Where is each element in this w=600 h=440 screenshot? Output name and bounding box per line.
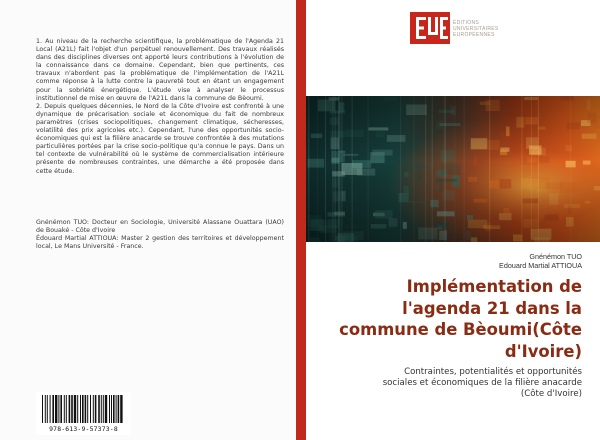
publisher-logo bbox=[410, 12, 530, 52]
publisher-name bbox=[453, 20, 499, 38]
book-title bbox=[312, 276, 582, 362]
barcode-bars bbox=[40, 395, 127, 423]
author-bio-1: Gnénémon TUO: Docteur en Sociologie, Université Alassane Ouattara (UAO) de Bouaké - Côte d'Ivoire bbox=[36, 219, 284, 235]
book-title-line-1: Implémentation de bbox=[406, 277, 582, 296]
publisher-name-line-3: EUROPÉENNES bbox=[453, 32, 495, 38]
publisher-name-line-1: ÉDITIONS bbox=[453, 20, 480, 26]
front-cover bbox=[306, 0, 600, 440]
author-name-1: Gnénémon TUO bbox=[529, 252, 582, 261]
summary-paragraph-1: 1. Au niveau de la recherche scientifique, la problématique de l'Agenda 21 Local (A21L) fait l'objet d'un perpétuel renouvellement. Des travaux réalisés dans des disciplines diverses ont apporté leurs contributions à l'évolution de la connaissance dans ce domaine. Cependant, bien que pertinents, ces travaux n'abordent pas la problématique de l'implémentation de l'A21L comme réponse à la lutte contre la pauvreté tout en étant un engagement pour la sobriété énergétique. L'étude vise à analyser le processus institutionnel de mise en œuvre de l'A21L dans la commune de Bèoumi. bbox=[36, 38, 284, 102]
back-cover-summary bbox=[36, 38, 284, 176]
book-spine bbox=[296, 0, 306, 440]
isbn-number: 978-613-9-57373-8 bbox=[49, 425, 118, 433]
author-bio-2: Édouard Martial ATTIOUA: Master 2 gestion des territoires et développement local, Le Mans Université - France. bbox=[36, 235, 284, 251]
cover-artwork bbox=[306, 96, 600, 242]
book-title-line-3: commune de Bèoumi(Côte bbox=[339, 320, 582, 339]
author-name-2: Edouard Martial ATTIOUA bbox=[499, 261, 582, 270]
barcode bbox=[36, 392, 131, 435]
summary-paragraph-2: 2. Depuis quelques décennies, le Nord de la Côte d'Ivoire est confronté à une dynamique de précarisation sociale et économique du fait de nombreux paramètres (crises sociopolitiques, changement climatique, sécheresses, volatilité des prix agricoles etc.). Cependant, l'une des opportunités socio-économiques qui est la filière anacarde se trouve confrontée à des mutations particulières portées par la crise socio-politique qu'a connue le pays. Dans un tel contexte de vulnérabilité où le système de commercialisation intérieure présente de nombreuses contraintes, une démarche a été proposée dans cette étude. bbox=[36, 102, 284, 175]
book-title-line-4: d'Ivoire) bbox=[504, 341, 582, 361]
author-names bbox=[342, 252, 582, 270]
book-subtitle-line-1: Contraintes, potentialités et opportunités bbox=[404, 367, 582, 377]
author-bios bbox=[36, 219, 284, 251]
book-subtitle-line-3: (Côte d'Ivoire) bbox=[520, 389, 582, 399]
book-title-line-2: l'agenda 21 dans la bbox=[402, 298, 582, 318]
back-cover bbox=[0, 0, 296, 440]
publisher-name-line-2: UNIVERSITAIRES bbox=[453, 26, 499, 32]
eue-logo-icon bbox=[410, 12, 452, 44]
book-subtitle bbox=[312, 367, 582, 400]
book-subtitle-line-2: sociales et économiques de la filière anacarde bbox=[382, 378, 582, 388]
